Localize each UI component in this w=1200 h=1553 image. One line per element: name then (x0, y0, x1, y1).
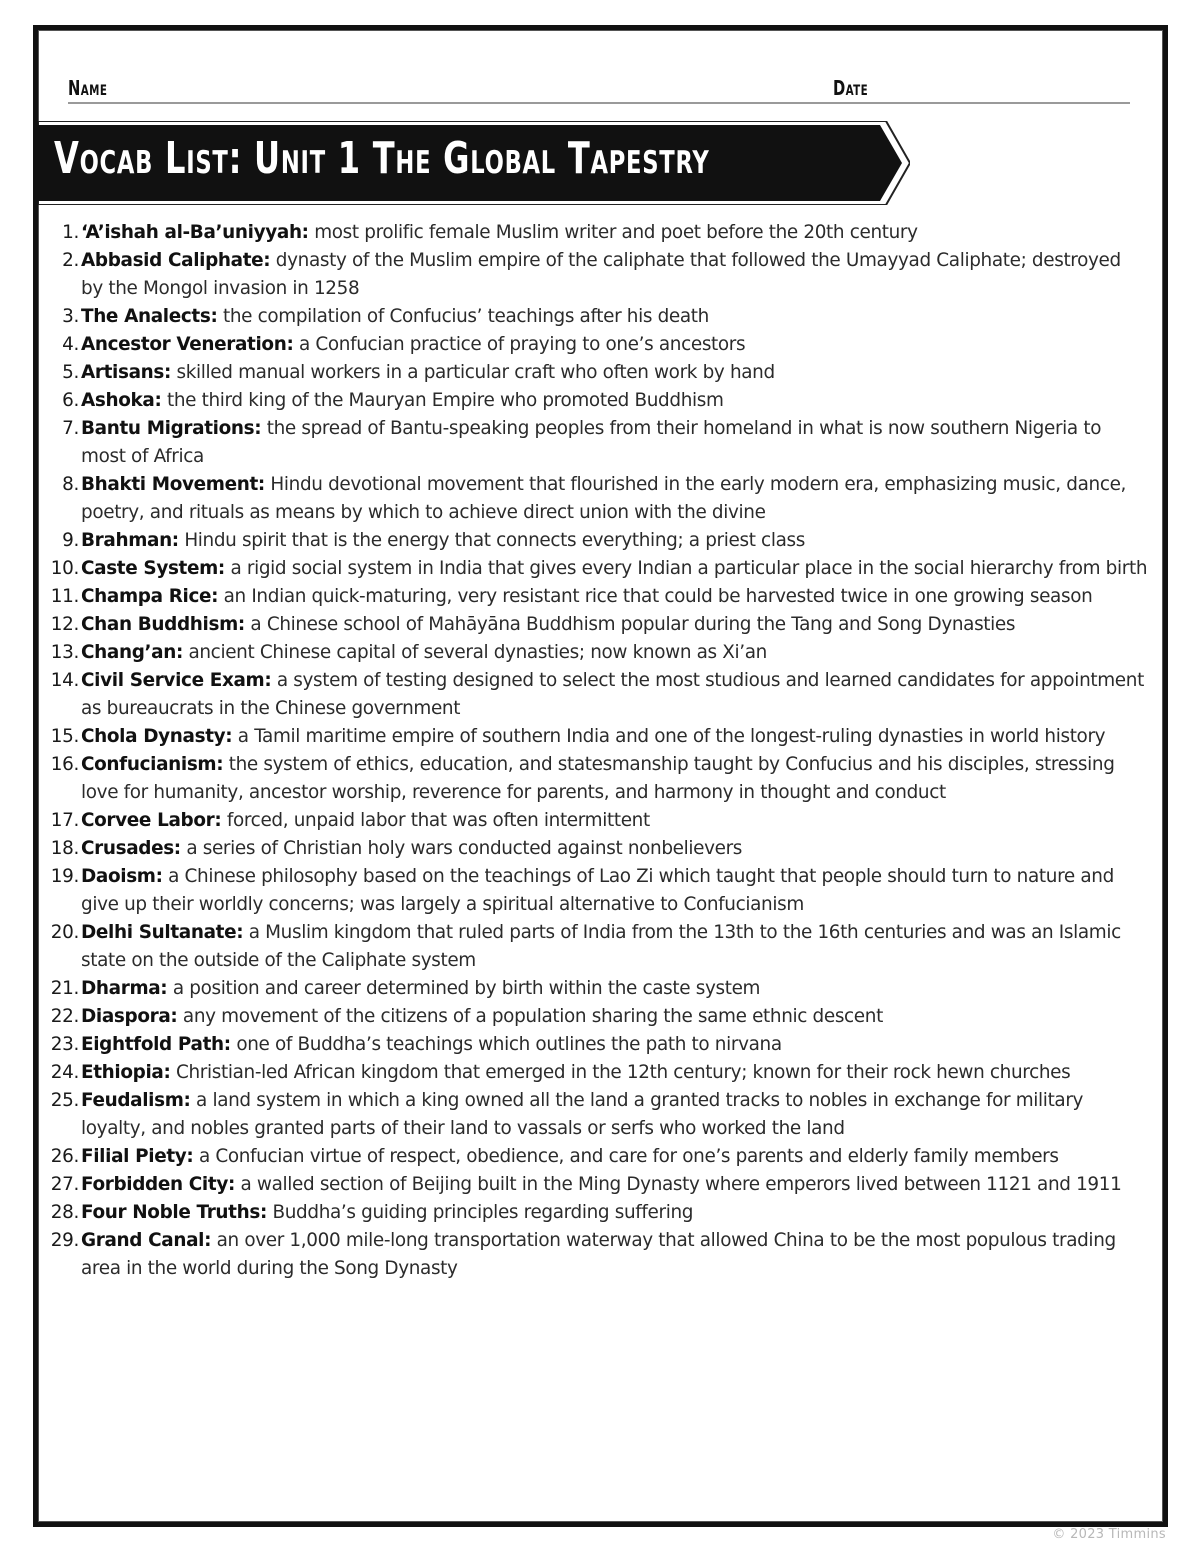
vocab-item (0, 219, 1200, 247)
vocab-item-number: 8. (62, 474, 79, 495)
vocab-item-number: 29. (50, 1230, 79, 1251)
vocab-item (0, 639, 1200, 667)
vocab-term: Ancestor Veneration: (81, 334, 294, 355)
vocab-definition: a system of testing designed to select the most studious and learned candidates for appointment as bureaucrats in the Chinese government (81, 670, 1144, 719)
vocab-item (0, 611, 1200, 639)
vocab-item-number: 16. (50, 754, 79, 775)
vocab-item-number: 10. (50, 558, 79, 579)
vocab-item-number: 6. (62, 390, 79, 411)
vocab-definition: a rigid social system in India that gives every Indian a particular place in the social hierarchy from birth (230, 558, 1148, 579)
vocab-item-number: 9. (62, 530, 79, 551)
vocab-term: Forbidden City: (81, 1174, 235, 1195)
name-date-row (68, 74, 1130, 104)
name-label: Name (68, 76, 108, 100)
vocab-term: Brahman: (81, 530, 179, 551)
vocab-item (0, 919, 1200, 975)
vocab-definition: the spread of Bantu-speaking peoples from their homeland in what is now southern Nigeria to most of Africa (81, 418, 1102, 467)
vocab-definition: an Indian quick-maturing, very resistant rice that could be harvested twice in one growing season (223, 586, 1093, 607)
vocab-item-number: 3. (62, 306, 79, 327)
vocab-item (0, 807, 1200, 835)
vocab-item-number: 25. (50, 1090, 79, 1111)
vocab-term: Caste System: (81, 558, 225, 579)
vocab-item-number: 4. (62, 334, 79, 355)
vocab-item (0, 303, 1200, 331)
vocab-term: Filial Piety: (81, 1146, 194, 1167)
vocab-definition: a Confucian virtue of respect, obedience, and care for one’s parents and elderly family members (198, 1146, 1059, 1167)
vocab-term: Corvee Labor: (81, 810, 222, 831)
vocab-item-number: 13. (50, 642, 79, 663)
vocab-term: Eightfold Path: (81, 1034, 231, 1055)
vocab-item (0, 1227, 1200, 1283)
title-banner (38, 121, 910, 205)
vocab-definition: a Tamil maritime empire of southern India and one of the longest-ruling dynasties in world history (237, 726, 1106, 747)
vocab-item (0, 387, 1200, 415)
vocab-definition: the third king of the Mauryan Empire who promoted Buddhism (166, 390, 724, 411)
vocab-item-number: 11. (50, 586, 79, 607)
vocab-definition: forced, unpaid labor that was often intermittent (226, 810, 650, 831)
vocab-definition: any movement of the citizens of a population sharing the same ethnic descent (182, 1006, 883, 1027)
vocab-item-number: 14. (50, 670, 79, 691)
vocab-definition: a walled section of Beijing built in the Ming Dynasty where emperors lived between 1121 and 1911 (240, 1174, 1122, 1195)
vocab-item (0, 975, 1200, 1003)
vocab-definition: Buddha’s guiding principles regarding suffering (272, 1202, 694, 1223)
vocab-term: Delhi Sultanate: (81, 922, 244, 943)
vocab-item-number: 24. (50, 1062, 79, 1083)
vocab-term: Daoism: (81, 866, 163, 887)
vocab-definition: a land system in which a king owned all the land a granted tracks to nobles in exchange for military loyalty, and nobles granted parts of their land to vassals or serfs who worked the land (81, 1090, 1084, 1139)
vocab-term: Confucianism: (81, 754, 224, 775)
vocab-term: Chan Buddhism: (81, 614, 245, 635)
vocab-term: Chola Dynasty: (81, 726, 233, 747)
vocab-term: Feudalism: (81, 1090, 191, 1111)
vocab-item-number: 18. (50, 838, 79, 859)
vocab-definition: a Confucian practice of praying to one’s ancestors (298, 334, 746, 355)
vocab-definition: a series of Christian holy wars conducted against nonbelievers (186, 838, 743, 859)
vocab-item-number: 5. (62, 362, 79, 383)
vocab-item (0, 1143, 1200, 1171)
vocab-definition: a Muslim kingdom that ruled parts of India from the 13th to the 16th centuries and was an Islamic state on the outside of the Caliphate system (81, 922, 1121, 971)
vocab-item (0, 1087, 1200, 1143)
vocab-term: Bantu Migrations: (81, 418, 262, 439)
page-title: Vocab List: Unit 1 The Global Tapestry (54, 133, 710, 184)
vocab-item-number: 23. (50, 1034, 79, 1055)
vocab-definition: ancient Chinese capital of several dynasties; now known as Xi’an (188, 642, 767, 663)
vocab-item (0, 863, 1200, 919)
vocab-item (0, 359, 1200, 387)
copyright-text: © 2023 Timmins (1052, 1527, 1166, 1542)
vocab-definition: Hindu spirit that is the energy that connects everything; a priest class (184, 530, 805, 551)
vocab-definition: most prolific female Muslim writer and poet before the 20th century (314, 222, 918, 243)
vocab-term: Diaspora: (81, 1006, 178, 1027)
vocab-definition: the system of ethics, education, and statesmanship taught by Confucius and his disciples, stressing love for humanity, ancestor worship, reverence for parents, and harmony in thought and conduct (81, 754, 1115, 803)
vocab-term: Bhakti Movement: (81, 474, 265, 495)
vocab-item (0, 247, 1200, 303)
vocab-term: Crusades: (81, 838, 181, 859)
vocab-item (0, 331, 1200, 359)
vocab-item-number: 21. (50, 978, 79, 999)
vocab-term: Champa Rice: (81, 586, 219, 607)
vocab-item (0, 1003, 1200, 1031)
vocab-item-number: 7. (62, 418, 79, 439)
vocab-item (0, 835, 1200, 863)
vocab-term: Artisans: (81, 362, 171, 383)
vocab-term: Chang’an: (81, 642, 183, 663)
vocab-item-number: 1. (62, 222, 79, 243)
vocab-term: Dharma: (81, 978, 168, 999)
vocab-term: Civil Service Exam: (81, 670, 272, 691)
vocab-item-number: 19. (50, 866, 79, 887)
vocab-definition: the compilation of Confucius’ teachings after his death (222, 306, 709, 327)
vocab-item-number: 2. (62, 250, 79, 271)
vocab-item (0, 1171, 1200, 1199)
vocab-item (0, 751, 1200, 807)
vocab-item-number: 15. (50, 726, 79, 747)
vocab-item-number: 12. (50, 614, 79, 635)
vocab-definition: one of Buddha’s teachings which outlines the path to nirvana (236, 1034, 782, 1055)
vocab-definition: a Chinese philosophy based on the teachings of Lao Zi which taught that people should turn to nature and give up their worldly concerns; was largely a spiritual alternative to Confucianism (81, 866, 1114, 915)
vocab-item (0, 1031, 1200, 1059)
vocab-term: ‘A’ishah al-Ba’uniyyah: (81, 222, 309, 243)
vocab-item (0, 527, 1200, 555)
vocab-definition: a position and career determined by birth within the caste system (172, 978, 761, 999)
vocab-term: Ashoka: (81, 390, 162, 411)
vocab-item (0, 723, 1200, 751)
vocab-list (0, 219, 1200, 1283)
vocab-definition: skilled manual workers in a particular craft who often work by hand (176, 362, 775, 383)
vocab-item (0, 471, 1200, 527)
vocab-item (0, 1199, 1200, 1227)
vocab-definition: dynasty of the Muslim empire of the caliphate that followed the Umayyad Caliphate; destroyed by the Mongol invasion in 1258 (81, 250, 1121, 299)
vocab-definition: a Chinese school of Mahāyāna Buddhism popular during the Tang and Song Dynasties (250, 614, 1016, 635)
vocab-item-number: 27. (50, 1174, 79, 1195)
vocab-item (0, 555, 1200, 583)
date-label: Date (833, 76, 869, 100)
vocab-term: Grand Canal: (81, 1230, 212, 1251)
vocab-definition: an over 1,000 mile-long transportation waterway that allowed China to be the most populous trading area in the world during the Song Dynasty (81, 1230, 1116, 1279)
vocab-item-number: 26. (50, 1146, 79, 1167)
vocab-term: Ethiopia: (81, 1062, 171, 1083)
vocab-item-number: 22. (50, 1006, 79, 1027)
vocab-term: Abbasid Caliphate: (81, 250, 271, 271)
vocab-term: Four Noble Truths: (81, 1202, 267, 1223)
vocab-definition: Christian-led African kingdom that emerged in the 12th century; known for their rock hewn churches (175, 1062, 1071, 1083)
vocab-item (0, 583, 1200, 611)
vocab-item-number: 17. (50, 810, 79, 831)
vocab-item-number: 20. (50, 922, 79, 943)
vocab-definition: Hindu devotional movement that flourished in the early modern era, emphasizing music, dance, poetry, and rituals as means by which to achieve direct union with the divine (81, 474, 1127, 523)
vocab-item (0, 1059, 1200, 1087)
vocab-term: The Analects: (81, 306, 218, 327)
vocab-item-number: 28. (50, 1202, 79, 1223)
vocab-item (0, 667, 1200, 723)
vocab-item (0, 415, 1200, 471)
